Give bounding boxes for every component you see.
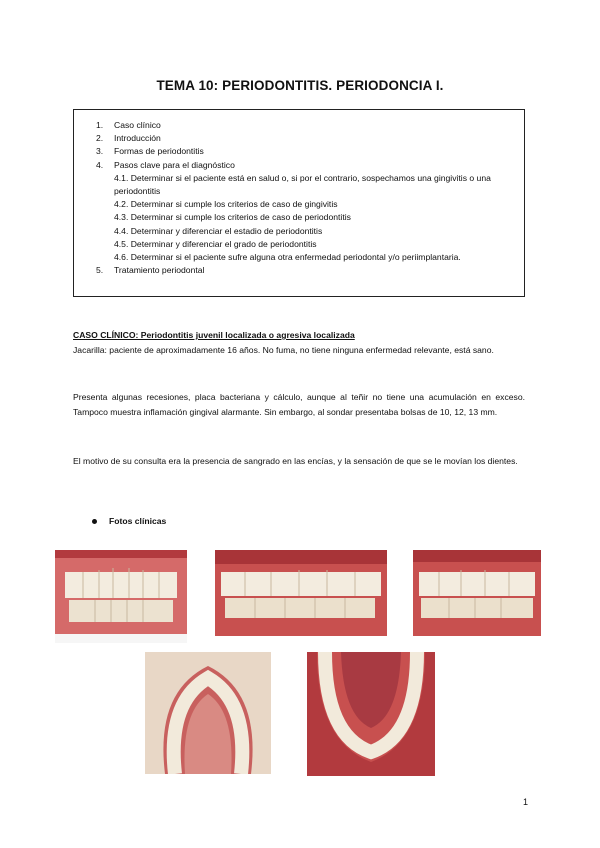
clinical-photo-lower-occlusal <box>307 652 435 776</box>
clinical-photo-lateral-right <box>215 550 387 636</box>
case-paragraph: Presenta algunas recesiones, placa bacteriana y cálculo, aunque al teñir no tiene una acumulación en exceso. Tampoco muestra inflamación gingival alarmante. Sin embargo, al sondar presentaba bolsas de 10, 12, 13 mm. <box>73 392 525 417</box>
clinical-photo-lateral-left <box>413 550 541 636</box>
toc-item: 4. Pasos clave para el diagnóstico <box>96 159 235 170</box>
case-heading: CASO CLÍNICO: Periodontitis juvenil localizada o agresiva localizada <box>73 330 355 340</box>
toc-subitem: 4.6. Determinar si el paciente sufre alguna otra enfermedad periodontal y/o periimplantaria. <box>114 252 461 263</box>
case-paragraph: El motivo de su consulta era la presencia de sangrado en las encías, y la sensación de que se le movían los dientes. <box>73 456 518 466</box>
bullet-item: Fotos clínicas <box>92 516 166 526</box>
toc-item: 1. Caso clínico <box>96 120 161 130</box>
page-number: 1 <box>522 797 528 807</box>
clinical-photo-upper-occlusal <box>145 652 271 774</box>
bullet-dot-icon <box>92 519 97 524</box>
toc-subitem: 4.3. Determinar si cumple los criterios de caso de periodontitis <box>114 212 351 223</box>
table-of-contents <box>73 109 525 297</box>
toc-subitem: 4.4. Determinar y diferenciar el estadio de periodontitis <box>114 225 323 236</box>
toc-item: 3. Formas de periodontitis <box>96 146 204 157</box>
case-paragraph: Jacarilla: paciente de aproximadamente 16 años. No fuma, no tiene ninguna enfermedad relevante, está sano. <box>73 345 494 355</box>
case-section <box>73 328 525 358</box>
toc-subitem: 4.1. Determinar si el paciente está en salud o, si por el contrario, sospechamos una gingivitis o una periodontitis <box>114 172 491 197</box>
toc-item: 2. Introducción <box>96 133 161 144</box>
clinical-photo-frontal <box>55 550 187 643</box>
page-title: TEMA 10: PERIODONTITIS. PERIODONCIA I. <box>156 78 444 93</box>
toc-item: 5. Tratamiento periodontal <box>96 265 205 276</box>
toc-subitem: 4.2. Determinar si cumple los criterios de caso de gingivitis <box>114 199 338 210</box>
toc-subitem: 4.5. Determinar y diferenciar el grado de periodontitis <box>114 238 317 249</box>
